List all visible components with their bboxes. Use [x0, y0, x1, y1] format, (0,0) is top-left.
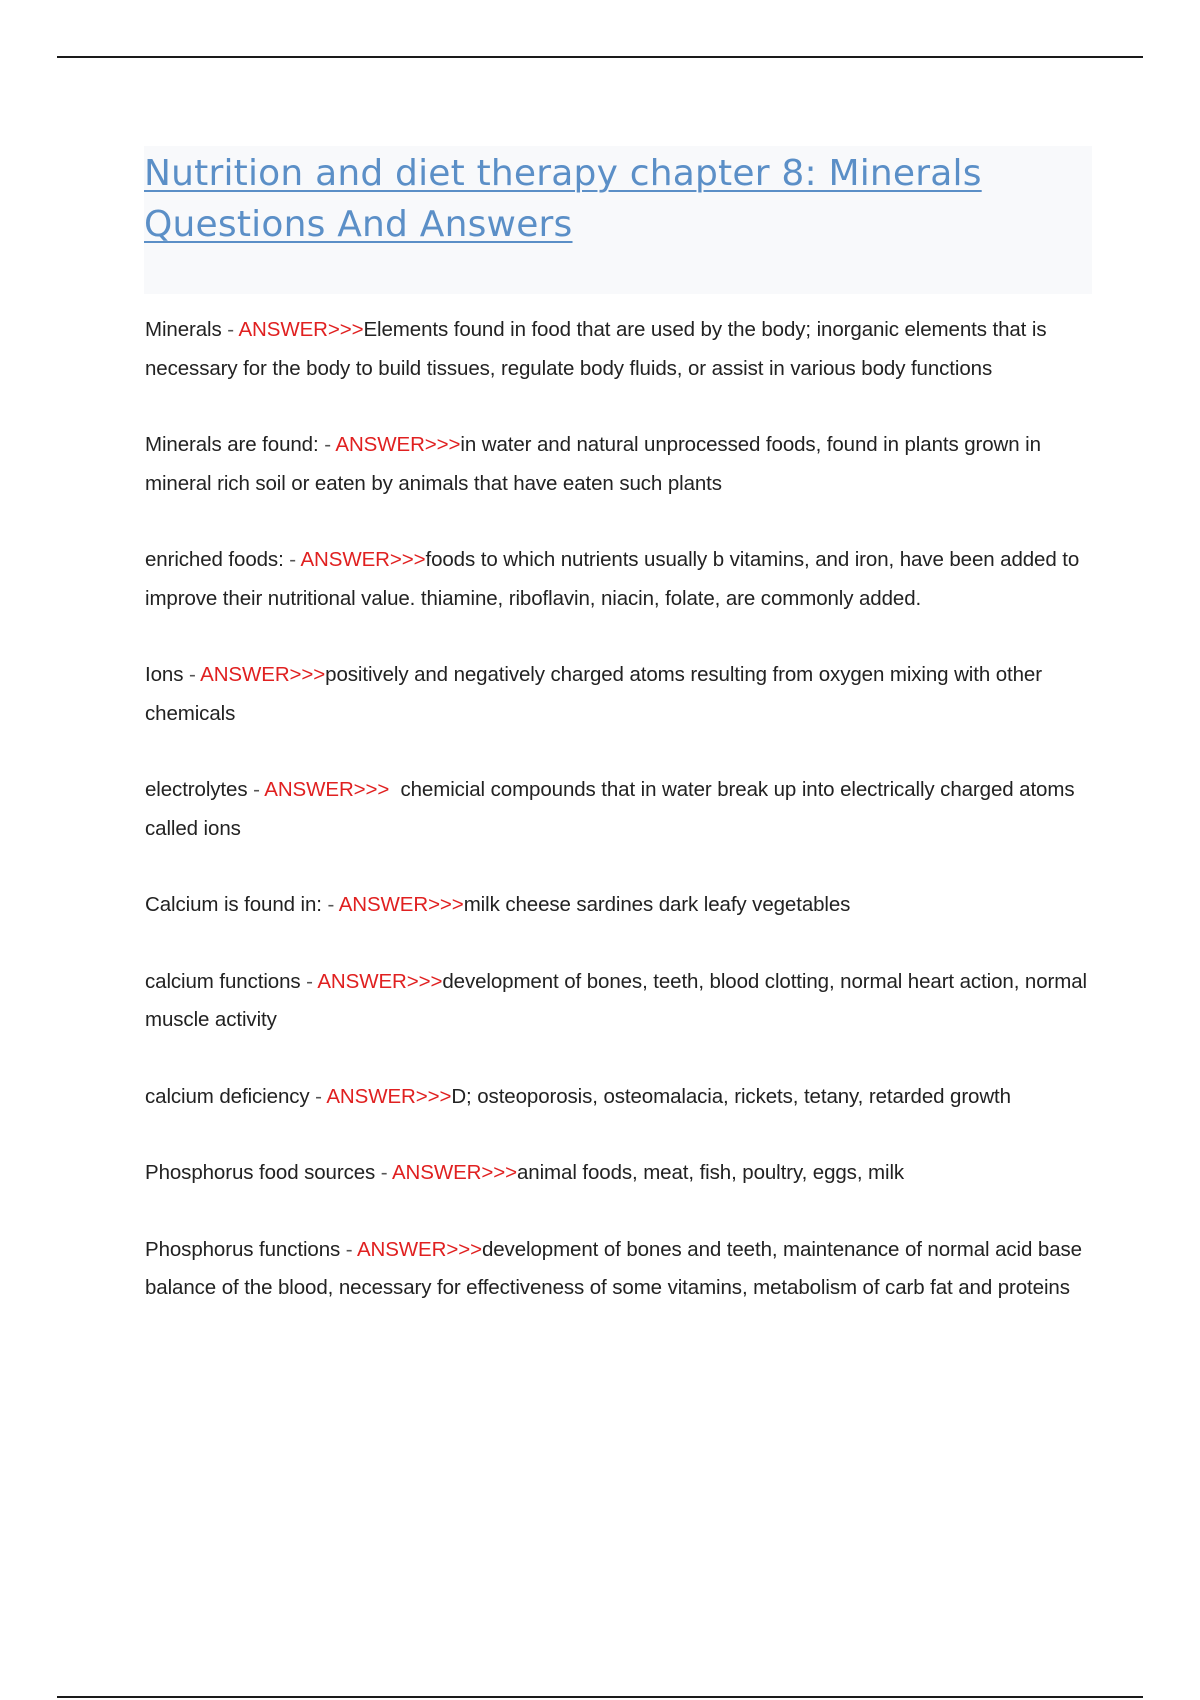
- page-title[interactable]: [144, 148, 1092, 250]
- qa-answer: chemicial compounds that in water break up into electrically charged atoms called ions: [145, 778, 1081, 840]
- qa-item: [145, 541, 1100, 618]
- qa-item: [145, 1154, 1100, 1193]
- answer-marker: ANSWER>>>: [200, 663, 326, 686]
- qa-answer: positively and negatively charged atoms resulting from oxygen mixing with other chemicals: [145, 663, 1048, 725]
- qa-separator: -: [247, 778, 265, 801]
- answer-marker: ANSWER>>>: [338, 893, 464, 916]
- qa-term: Calcium is found in:: [145, 893, 322, 916]
- qa-item: [145, 426, 1100, 503]
- qa-item: [145, 1231, 1100, 1308]
- qa-separator: -: [309, 1084, 327, 1108]
- title-block: [144, 146, 1092, 294]
- qa-separator: -: [300, 969, 318, 993]
- top-rule: [57, 56, 1143, 58]
- qa-term: Ions: [145, 663, 184, 686]
- answer-marker: ANSWER>>>: [326, 1084, 452, 1108]
- qa-separator: -: [321, 893, 339, 916]
- answer-marker: ANSWER>>>: [300, 548, 426, 571]
- answer-marker: ANSWER>>>: [335, 433, 461, 456]
- qa-item: [145, 311, 1100, 388]
- qa-list: [145, 311, 1100, 1346]
- qa-item: [145, 886, 1100, 925]
- qa-item: [145, 656, 1100, 733]
- qa-term: Phosphorus functions: [145, 1237, 341, 1261]
- qa-answer: development of bones and teeth, maintenance of normal acid base balance of the blood, necessary for effectiveness of some vitamins, metabolism of carb fat and proteins: [145, 1237, 1088, 1299]
- qa-separator: -: [183, 663, 201, 686]
- qa-term: electrolytes: [145, 778, 248, 801]
- answer-marker: ANSWER>>>: [264, 778, 390, 801]
- bottom-rule: [57, 1696, 1143, 1698]
- answer-marker: ANSWER>>>: [317, 969, 443, 993]
- qa-term: Minerals are found:: [145, 433, 319, 456]
- qa-answer: in water and natural unprocessed foods, found in plants grown in mineral rich soil or eaten by animals that have eaten such plants: [145, 433, 1047, 495]
- qa-separator: -: [318, 433, 336, 456]
- qa-separator: -: [340, 1237, 357, 1261]
- qa-item: [145, 1078, 1100, 1117]
- title-line-1[interactable]: Nutrition and diet therapy chapter 8: Minerals: [144, 153, 982, 194]
- qa-term: calcium deficiency: [145, 1084, 310, 1108]
- qa-item: [145, 963, 1100, 1040]
- qa-answer: milk cheese sardines dark leafy vegetables: [463, 893, 851, 916]
- title-line-2[interactable]: Questions And Answers: [144, 204, 573, 245]
- qa-answer: animal foods, meat, fish, poultry, eggs, milk: [516, 1161, 905, 1184]
- answer-marker: ANSWER>>>: [391, 1161, 517, 1184]
- qa-answer: development of bones, teeth, blood clotting, normal heart action, normal muscle activity: [145, 969, 1093, 1031]
- qa-item: [145, 771, 1100, 848]
- qa-answer: foods to which nutrients usually b vitamins, and iron, have been added to improve their nutritional value. thiamine, riboflavin, niacin, folate, are commonly added.: [145, 548, 1085, 610]
- qa-separator: -: [375, 1161, 392, 1184]
- qa-term: enriched foods:: [145, 548, 284, 571]
- qa-answer: Elements found in food that are used by the body; inorganic elements that is necessary for the body to build tissues, regulate body fluids, or assist in various body functions: [145, 318, 1053, 380]
- qa-term: Minerals: [145, 318, 222, 341]
- qa-term: calcium functions: [145, 969, 301, 993]
- qa-separator: -: [221, 318, 239, 341]
- qa-answer: D; osteoporosis, osteomalacia, rickets, tetany, retarded growth: [451, 1084, 1011, 1108]
- answer-marker: ANSWER>>>: [238, 318, 364, 341]
- qa-separator: -: [283, 548, 301, 571]
- qa-term: Phosphorus food sources: [145, 1161, 376, 1184]
- answer-marker: ANSWER>>>: [356, 1237, 482, 1261]
